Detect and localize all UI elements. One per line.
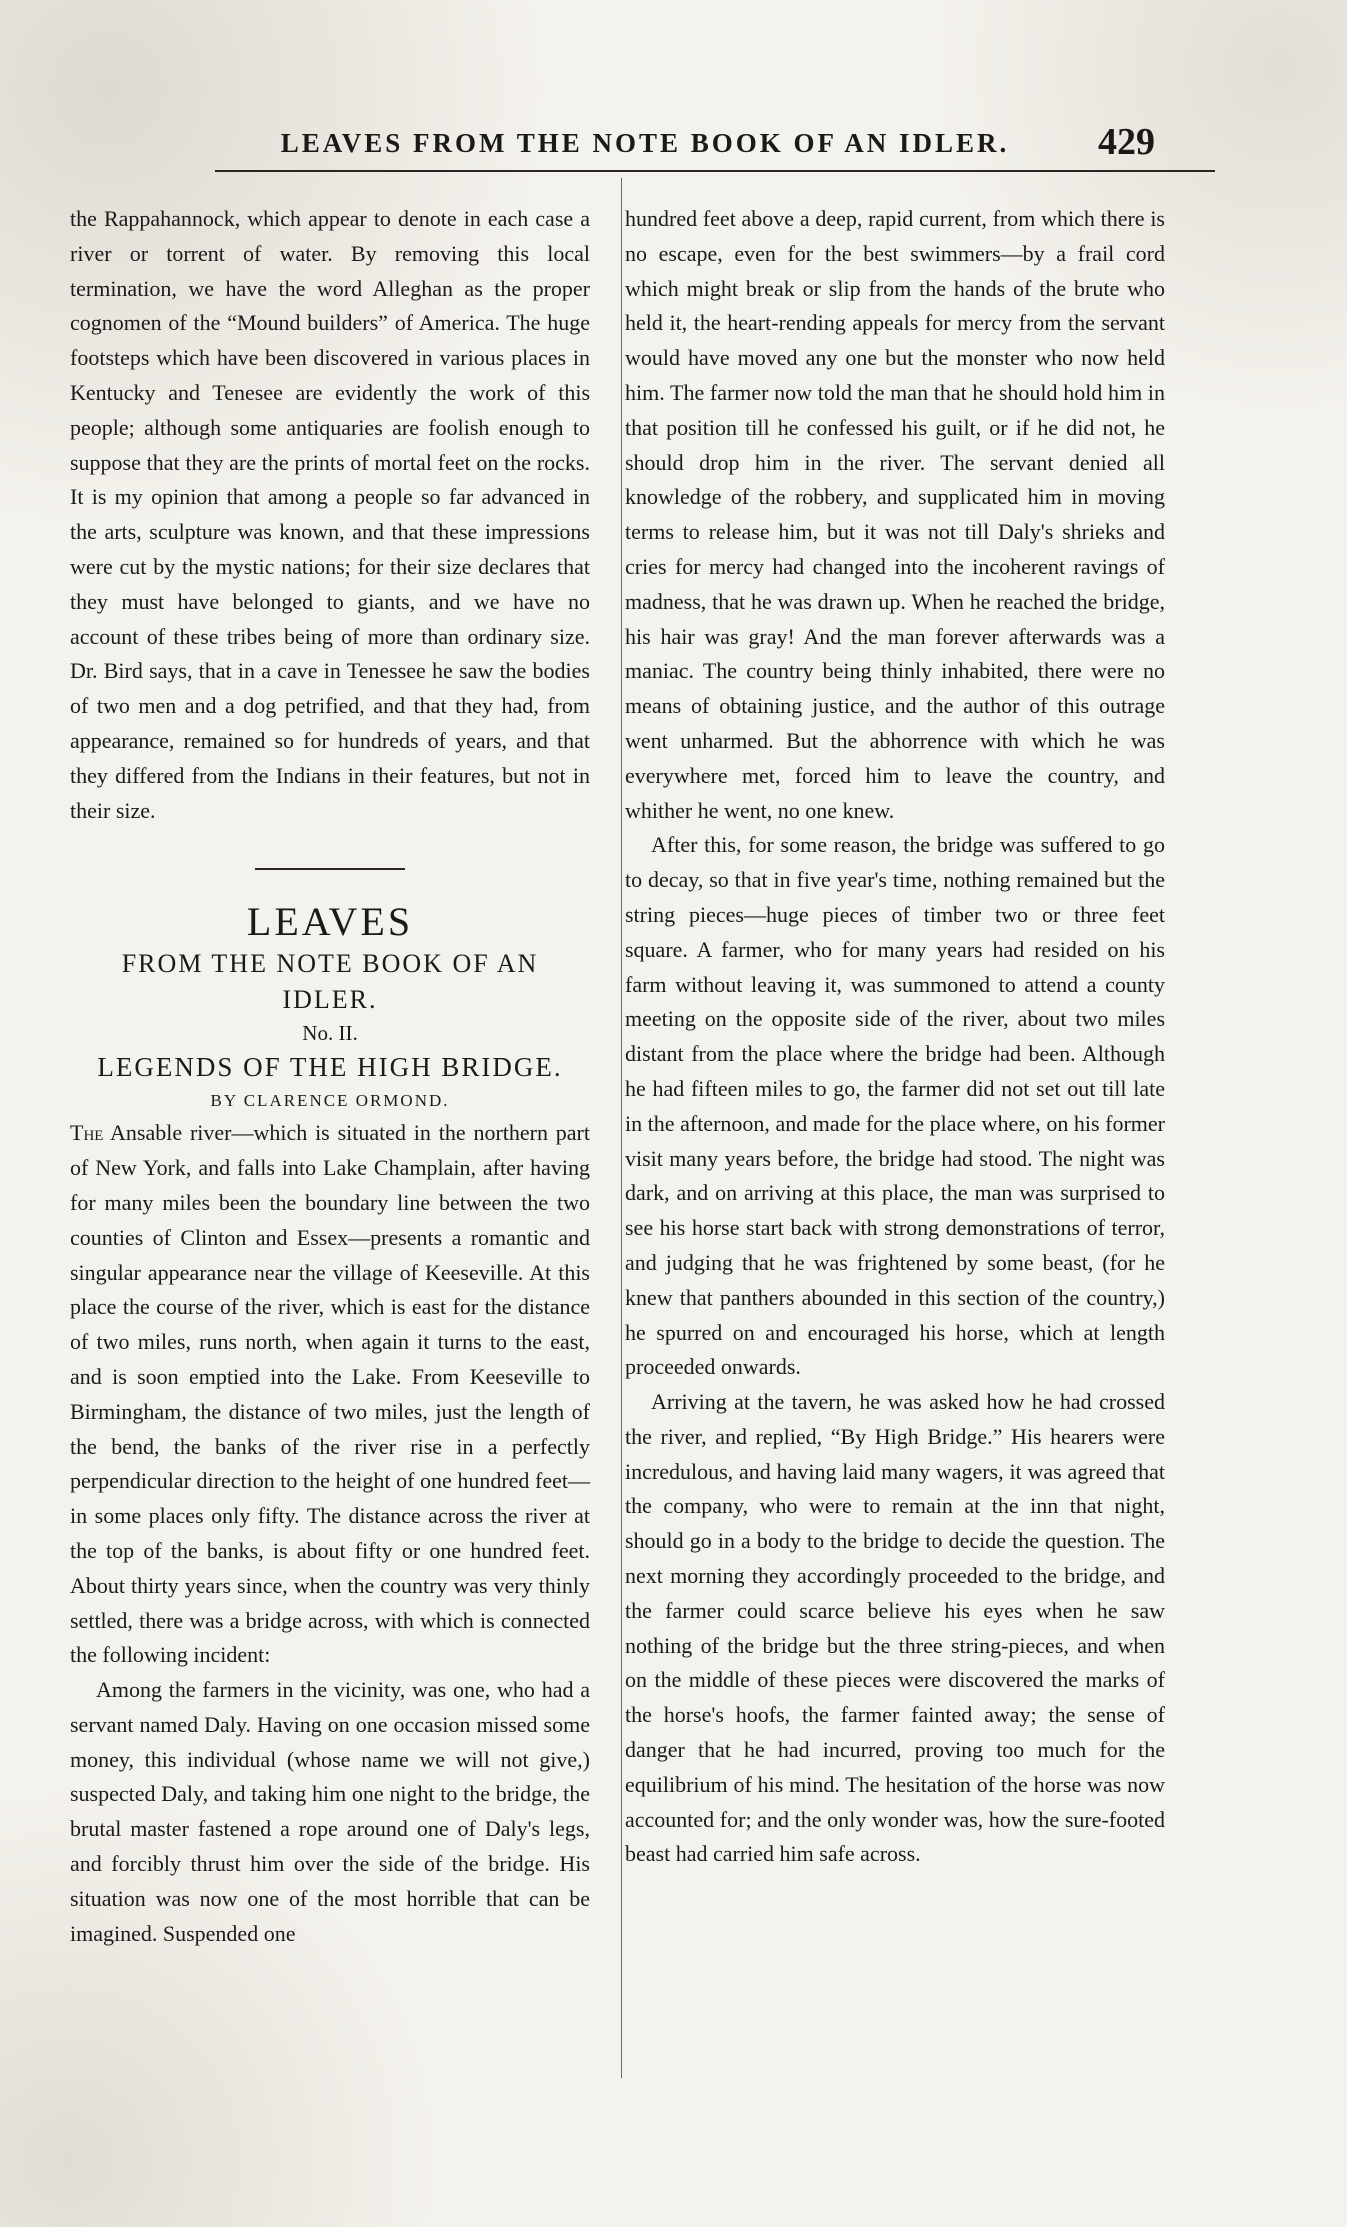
body-paragraph: hundred feet above a deep, rapid current, from which there is no escape, even for the best swimmers—by a frail cord which might break or slip from the hands of the brute who held it, the heart-rending appeals for mercy from the servant would have moved any one but the monster who now held him. The farmer now told the man that he should hold him in that position till he confessed his guilt, or if he did not, he should drop him in the river. The servant denied all knowledge of the robbery, and supplicated him in moving terms to release him, but it was not till Daly's shrieks and cries for mercy had changed into the incoherent ravings of madness, that he was drawn up. When he reached the bridge, his hair was gray! And the man forever afterwards was a maniac. The country being thinly inhabited, there were no means of obtaining justice, and the author of this outrage went unharmed. But the abhorrence with which he was everywhere met, forced him to leave the country, and whither he went, no one knew. xyxy=(625,206,1165,823)
header-rule xyxy=(215,170,1215,172)
column-divider xyxy=(621,178,622,2078)
byline: BY CLARENCE ORMOND. xyxy=(210,1091,450,1111)
lead-word: The xyxy=(70,1120,104,1146)
article-subtitle: FROM THE NOTE BOOK OF AN IDLER. xyxy=(121,949,539,1015)
body-paragraph: After this, for some reason, the bridge was suffered to go to decay, so that in five year's time, nothing remained but the string pieces—huge pieces of timber two or three feet square. A farmer, who for many years had resided on his farm without leaving it, was summoned to attend a county meeting on the opposite side of the river, about two miles distant from the place where the bridge had been. Although he had fifteen miles to go, the farmer did not set out till late in the afternoon, and made for the place where, on his former visit many years before, the bridge had stood. The night was dark, and on arriving at this place, the man was surprised to see his horse start back with strong demonstrations of terror, and judging that he was frightened by some beast, (for he knew that panthers abounded in this section of the country,) he spurred on and encouraged his horse, which at length proceeded onwards. xyxy=(625,832,1165,1380)
body-paragraph: Arriving at the tavern, he was asked how he had crossed the river, and replied, “By High Bridge.” His hearers were incredulous, and having laid many wagers, it was agreed that the company, who were to remain at the inn that night, should go in a body to the bridge to decide the question. The next morning they accordingly proceeded to the bridge, and the farmer could scarce believe his eyes when he saw nothing of the bridge but the three string-pieces, and when on the middle of these pieces were discovered the marks of the horse's hoofs, the farmer fainted away; the sense of danger that he had incurred, proving too much for the equilibrium of his mind. The hesitation of the horse was now accounted for; and the only wonder was, how the sure-footed beast had carried him safe across. xyxy=(625,1389,1165,1867)
article-heading: LEGENDS OF THE HIGH BRIDGE. xyxy=(97,1052,563,1083)
article-title: LEAVES xyxy=(246,899,414,945)
left-column xyxy=(70,202,590,1951)
paragraph-text: Ansable river—which is situated in the northern part of New York, and falls into Lake Champlain, after having for many miles been the boundary line between the two counties of Clinton and Essex—presents a romantic and singular appearance near the village of Keeseville. At this place the course of the river, which is east for the distance of two miles, runs north, when again it turns to the east, and is soon emptied into the Lake. From Keeseville to Birmingham, the distance of two miles, just the length of the bend, the banks of the river rise in a perfectly perpendicular direction to the height of one hundred feet—in some places only fifty. The distance across the river at the top of the banks, is about fifty or one hundred feet. About thirty years since, when the country was very thinly settled, there was a bridge across, with which is connected the following incident: xyxy=(70,1120,590,1668)
body-paragraph: Among the farmers in the vicinity, was one, who had a servant named Daly. Having on one occasion missed some money, this individual (whose name we will not give,) suspected Daly, and taking him one night to the bridge, the brutal master fastened a rope around one of Daly's legs, and forcibly thrust him over the side of the bridge. His situation was now one of the most horrible that can be imagined. Suspended one xyxy=(70,1677,590,1946)
section-rule xyxy=(255,868,405,870)
right-column xyxy=(625,202,1165,1872)
body-paragraph xyxy=(70,1116,590,1673)
page-number: 429 xyxy=(1098,121,1155,163)
running-head: LEAVES FROM THE NOTE BOOK OF AN IDLER. xyxy=(280,128,1010,158)
continuation-paragraph: the Rappahannock, which appear to denote in each case a river or torrent of water. By removing this local termination, we have the word Alleghan as the proper cognomen of the “Mound builders” of America. The huge footsteps which have been discovered in various places in Kentucky and Tenesee are evidently the work of this people; although some antiquaries are foolish enough to suppose that they are the prints of mortal feet on the rocks. It is my opinion that among a people so far advanced in the arts, sculpture was known, and that these impressions were cut by the mystic nations; for their size declares that they must have belonged to giants, and we have no account of these tribes being of more than ordinary size. Dr. Bird says, that in a cave in Tenessee he saw the bodies of two men and a dog petrified, and that they had, from appearance, remained so for hundreds of years, and that they differed from the Indians in their features, but not in their size. xyxy=(70,206,590,823)
article-number: No. II. xyxy=(302,1021,358,1046)
